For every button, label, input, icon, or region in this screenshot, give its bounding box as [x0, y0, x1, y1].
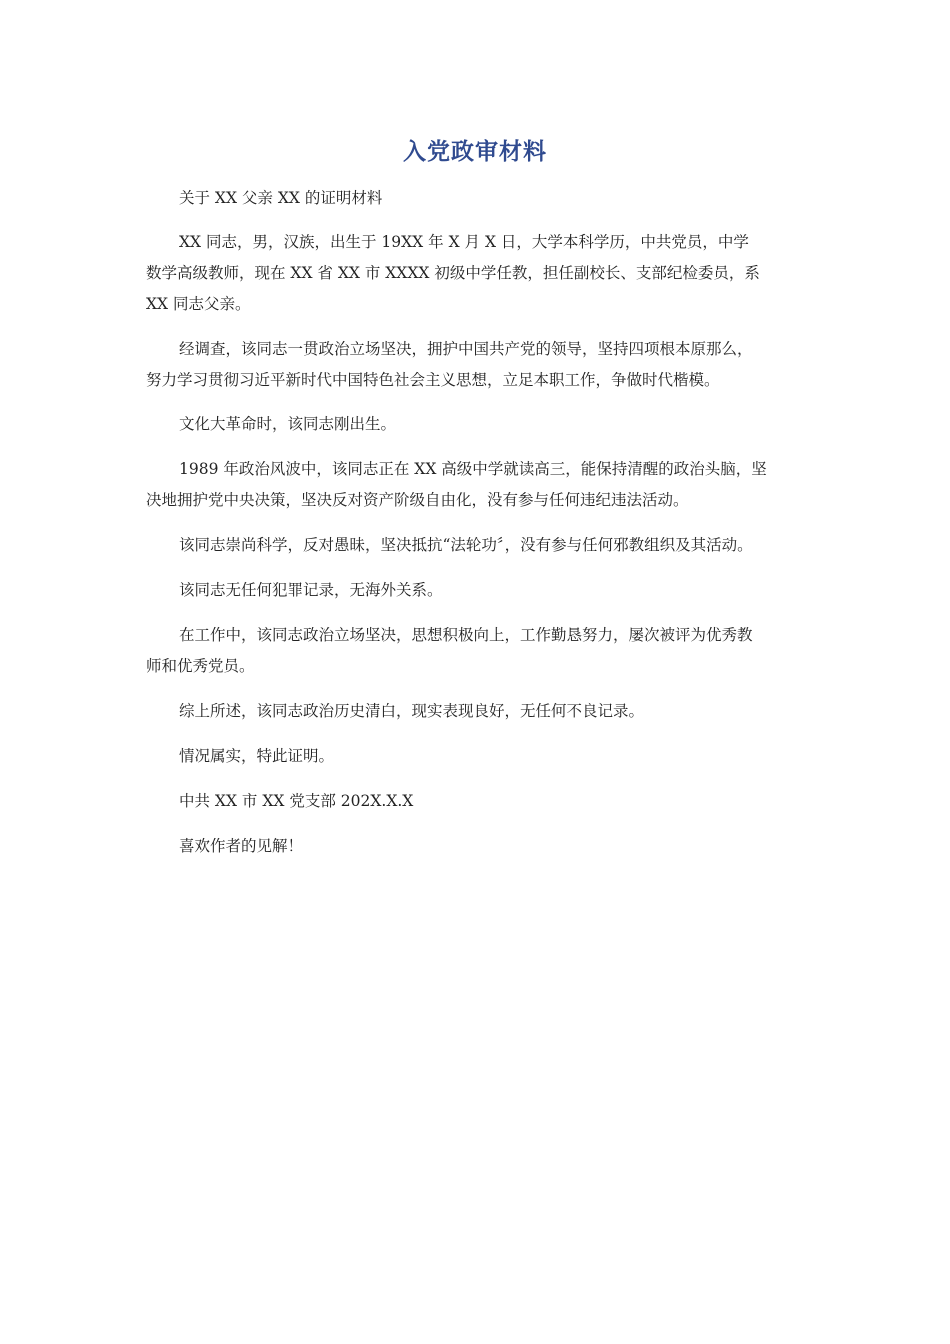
- paragraph-investigation: [146, 334, 810, 396]
- paragraph-science: [146, 530, 810, 561]
- paragraph-line: 中共 XX 市 XX 党支部 202X.X.X: [179, 792, 414, 810]
- paragraph-line: 该同志无任何犯罪记录，无海外关系。: [179, 581, 443, 599]
- paragraph-summary: [146, 696, 810, 727]
- paragraph-line: 努力学习贯彻习近平新时代中国特色社会主义思想，立足本职工作，争做时代楷模。: [146, 371, 720, 389]
- paragraph-line: 喜欢作者的见解！: [179, 837, 304, 855]
- paragraph-line: 该同志崇尚科学，反对愚昧，坚决抵抗“法轮功〞，没有参与任何邪教组织及其活动。: [179, 536, 753, 554]
- paragraph-father-profile: [146, 227, 810, 320]
- paragraph-line: XX 同志，男，汉族，出生于 19XX 年 X 月 X 日，大学本科学历，中共党员，中学: [179, 233, 749, 251]
- subject-line-text: 关于 XX 父亲 XX 的证明材料: [179, 189, 383, 207]
- paragraph-line: 经调查，该同志一贯政治立场坚决，拥护中国共产党的领导，坚持四项根本原那么，: [179, 340, 753, 358]
- paragraph-line: 文化大革命时，该同志刚出生。: [179, 415, 397, 433]
- paragraph-line: XX 同志父亲。: [146, 295, 251, 313]
- paragraph-line: 决地拥护党中央决策，坚决反对资产阶级自由化，没有参与任何违纪违法活动。: [146, 491, 689, 509]
- paragraph-work: [146, 620, 810, 682]
- paragraph-1989: [146, 454, 810, 516]
- signature-line: [146, 786, 810, 817]
- document-title: 入党政审材料: [403, 139, 547, 165]
- paragraph-certification: [146, 741, 810, 772]
- paragraph-cultural-revolution: [146, 409, 810, 440]
- closing-line: [146, 831, 810, 862]
- paragraph-line: 1989 年政治风波中，该同志正在 XX 高级中学就读高三，能保持清醒的政治头脑，坚: [179, 460, 767, 478]
- paragraph-line: 数学高级教师，现在 XX 省 XX 市 XXXX 初级中学任教，担任副校长、支部纪检委员，系: [146, 264, 760, 282]
- paragraph-line: 在工作中，该同志政治立场坚决，思想积极向上，工作勤恳努力，屡次被评为优秀教: [179, 626, 753, 644]
- paragraph-line: 情况属实，特此证明。: [179, 747, 335, 765]
- paragraph-line: 师和优秀党员。: [146, 657, 255, 675]
- subject-line: [146, 183, 810, 214]
- paragraph-line: 综上所述，该同志政治历史清白，现实表现良好，无任何不良记录。: [179, 702, 645, 720]
- paragraph-no-record: [146, 575, 810, 606]
